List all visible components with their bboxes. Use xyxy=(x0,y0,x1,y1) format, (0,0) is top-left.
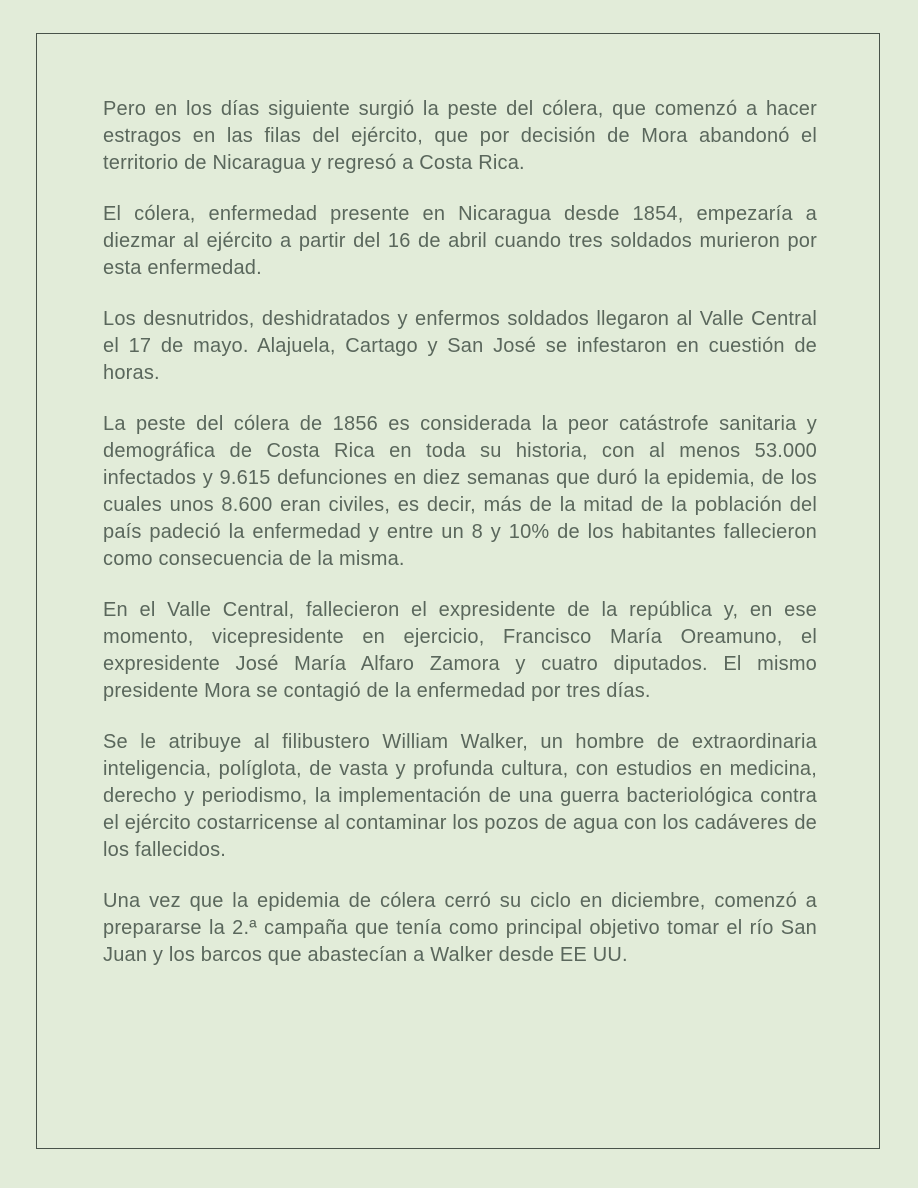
document-paragraph: En el Valle Central, fallecieron el expresidente de la república y, en ese momento, vicepresidente en ejercicio, Francisco María Oreamuno, el expresidente José María Alfaro Zamora y cuatro diputados. El mismo presidente Mora se contagió de la enfermedad por tres días. xyxy=(103,599,817,702)
document-paragraph: Se le atribuye al filibustero William Walker, un hombre de extraordinaria inteligencia, políglota, de vasta y profunda cultura, con estudios en medicina, derecho y periodismo, la implementación de una guerra bacteriológica contra el ejército costarricense al contaminar los pozos de agua con los cadáveres de los fallecidos. xyxy=(103,731,817,861)
document-paragraph: La peste del cólera de 1856 es considerada la peor catástrofe sanitaria y demográfica de Costa Rica en toda su historia, con al menos 53.000 infectados y 9.615 defunciones en diez semanas que duró la epidemia, de los cuales unos 8.600 eran civiles, es decir, más de la mitad de la población del país padeció la enfermedad y entre un 8 y 10% de los habitantes fallecieron como consecuencia de la misma. xyxy=(103,413,817,570)
document-text-block xyxy=(103,96,817,969)
document-paragraph: Los desnutridos, deshidratados y enfermos soldados llegaron al Valle Central el 17 de mayo. Alajuela, Cartago y San José se infestaron en cuestión de horas. xyxy=(103,308,817,384)
document-paragraph: Una vez que la epidemia de cólera cerró su ciclo en diciembre, comenzó a prepararse la 2.ª campaña que tenía como principal objetivo tomar el río San Juan y los barcos que abastecían a Walker desde EE UU. xyxy=(103,890,817,966)
document-paragraph: Pero en los días siguiente surgió la peste del cólera, que comenzó a hacer estragos en las filas del ejército, que por decisión de Mora abandonó el territorio de Nicaragua y regresó a Costa Rica. xyxy=(103,98,817,174)
document-paragraph: El cólera, enfermedad presente en Nicaragua desde 1854, empezaría a diezmar al ejército a partir del 16 de abril cuando tres soldados murieron por esta enfermedad. xyxy=(103,203,817,279)
